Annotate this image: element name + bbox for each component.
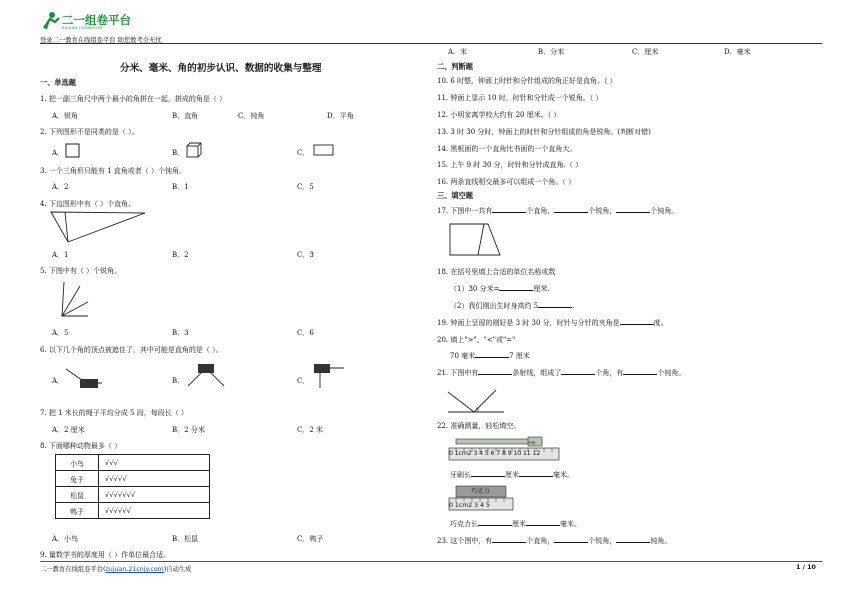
q3-option-c[interactable]: C．5 (297, 183, 314, 191)
q7-option-b[interactable]: B．2 分米 (172, 426, 205, 434)
answer-blank[interactable] (492, 536, 526, 543)
footer-source: 二一教育在线组卷平台(zujuan.21cnjy.com)自动生成 (40, 566, 192, 573)
q2-option-a[interactable]: A． (52, 149, 65, 157)
q2-option-b[interactable]: B． (172, 149, 185, 157)
ruler-tag: 牙刷 (528, 441, 536, 445)
question-13: 13. 3 时 30 分时，钟面上的时针和分针组成的角是锐角。(判断对错) (437, 128, 651, 136)
question-20-compare: 70 毫米 7 厘米 (450, 352, 530, 360)
question-18-2: （2）我们刚出生时身高约 5 . (450, 302, 575, 310)
section-fill-blank: 三、填空题 (437, 191, 473, 200)
answer-blank[interactable] (471, 470, 505, 477)
answer-blank[interactable] (492, 206, 526, 213)
question-22: 22. 准确测量，轻松填空。 (437, 422, 521, 430)
q4-option-c[interactable]: C．3 (297, 251, 314, 259)
question-21: 21. 下图中有 条射线，组成了 个角，有 个钝角。 (437, 369, 686, 377)
answer-blank[interactable] (561, 368, 595, 375)
answer-blank[interactable] (519, 470, 553, 477)
question-3: 3. 一个三角形只能有 1 直角或者（ ）个钝角。 (40, 167, 187, 175)
page-number: 1 / 10 (796, 564, 816, 571)
question-22-2: 巧克力长 厘米 毫米。 (450, 520, 581, 528)
question-9: 9. 量数学书的厚度用（ ）作单位最合适。 (40, 551, 171, 559)
question-10: 10. 6 时整，钟面上时针和分针组成的角正好是直角。（ ） (437, 77, 617, 85)
animal-tally: √√√ (99, 455, 210, 471)
question-12: 12. 小明家离学校大约有 20 厘米。（ ） (437, 111, 561, 119)
question-11: 11. 钟面上显示 10 时，时针和分针成一个锐角。（ ） (437, 94, 603, 102)
logo-icon (40, 10, 62, 32)
q6-option-c[interactable]: C． (297, 377, 310, 385)
animal-tally: √√√√√ (99, 471, 210, 487)
hidden-angle-c (310, 362, 350, 392)
question-4: 4. 下边图形中有（ ）个直角。 (40, 200, 136, 208)
q1-option-a[interactable]: A．锐角 (52, 112, 79, 120)
q9-option-c[interactable]: C．厘米 (632, 48, 659, 56)
rays-angle-figure (446, 384, 506, 414)
table-row (56, 471, 210, 487)
q4-option-a[interactable]: A．1 (52, 251, 69, 259)
ruler-labels: 0 1cm2 3 4 5 6 7 8 9 10 11 12 (449, 450, 541, 457)
header-subtitle: 登录二一教育在线组卷平台 助您教考全无忧 (40, 37, 162, 44)
rays-figure (50, 280, 90, 320)
question-17: 17. 下图中一共有 个直角， 个锐角， 个钝角。 (437, 207, 679, 215)
animal-name: 小鸟 (56, 455, 99, 471)
hidden-angle-b (186, 362, 226, 392)
q3-option-b[interactable]: B．1 (172, 183, 189, 191)
animal-name: 鸭子 (56, 503, 99, 519)
question-2: 2. 下列图形不是同类的是（ ）。 (40, 128, 139, 136)
question-7: 7. 把 1 米长的绳子平均分成 5 段，每段长（ ） (40, 409, 188, 417)
section-true-false: 二、判断题 (437, 62, 473, 71)
q5-option-b[interactable]: B．3 (172, 329, 189, 337)
header-divider (40, 43, 822, 44)
ruler-toothbrush (448, 436, 562, 462)
answer-blank[interactable] (554, 206, 588, 213)
question-23: 23. 这个图中，有 个直角， 个锐角， 钝角。 (437, 537, 672, 545)
answer-blank[interactable] (616, 206, 650, 213)
question-18: 18. 在括号里填上合适的单位名称或数 (437, 268, 556, 276)
answer-blank[interactable] (623, 368, 657, 375)
question-8: 8. 下面哪种动物最多（ ） (40, 442, 122, 450)
ruler-labels: 0 1cm2 3 4 5 (449, 502, 490, 509)
trapezoid-figure (448, 222, 502, 258)
question-1: 1. 把一副三角尺中两个最小的角拼在一起，拼成的角是（ ） (40, 95, 227, 103)
answer-blank[interactable] (554, 536, 588, 543)
q1-option-c[interactable]: C．钝角 (238, 112, 265, 120)
animal-name: 松鼠 (56, 487, 99, 503)
chocolate-label: 巧克力 (471, 488, 490, 495)
q5-option-a[interactable]: A．5 (52, 329, 69, 337)
answer-blank[interactable] (620, 318, 654, 325)
square-shape (65, 143, 81, 159)
animal-tally-table (55, 454, 210, 519)
animal-tally: √√√√√√√ (99, 487, 210, 503)
answer-blank[interactable] (478, 368, 512, 375)
q8-option-b[interactable]: B．松鼠 (172, 535, 199, 543)
table-row (56, 503, 210, 519)
question-22-1: 牙刷长 厘米 毫米。 (450, 471, 574, 479)
animal-tally: √√√√√√ (99, 503, 210, 519)
q9-option-a[interactable]: A．米 (448, 48, 468, 56)
q1-option-d[interactable]: D．平角 (327, 112, 354, 120)
q7-option-a[interactable]: A．2 厘米 (52, 426, 85, 434)
question-6: 6. 以下几个角的顶点被遮住了，其中可能是直角的是（ ）。 (40, 346, 223, 354)
q6-option-a[interactable]: A． (52, 377, 65, 385)
question-20: 20. 填上">"、"<"或"=" (437, 336, 516, 344)
rectangle-shape (313, 144, 335, 158)
question-15: 15. 上午 9 时 30 分，时针和分针成直角.（ ） (437, 161, 583, 169)
question-19: 19. 钟面上呈现的刚好是 3 时 30 分，时针与分针的夹角是 度。 (437, 319, 668, 327)
q1-option-b[interactable]: B．直角 (172, 112, 199, 120)
answer-blank[interactable] (616, 536, 650, 543)
footer-link[interactable]: zujuan.21cnjy.com (105, 566, 164, 573)
answer-blank[interactable] (475, 351, 509, 358)
q5-option-c[interactable]: C．6 (297, 329, 314, 337)
answer-blank[interactable] (499, 284, 533, 291)
question-5: 5. 下图中有（ ）个锐角。 (40, 267, 122, 275)
cube-shape (186, 142, 204, 160)
table-row (56, 487, 210, 503)
hidden-angle-a (64, 367, 104, 391)
q8-option-a[interactable]: A．小鸟 (52, 535, 79, 543)
q8-option-c[interactable]: C．鸭子 (297, 535, 324, 543)
table-row (56, 455, 210, 471)
answer-blank[interactable] (538, 301, 572, 308)
q9-option-b[interactable]: B．分米 (538, 48, 565, 56)
q3-option-a[interactable]: A．2 (52, 183, 69, 191)
q2-option-c[interactable]: C． (297, 149, 310, 157)
q7-option-c[interactable]: C．2 米 (297, 426, 324, 434)
q6-option-b[interactable]: B． (172, 377, 185, 385)
q9-option-d[interactable]: D．毫米 (724, 48, 751, 56)
triangle-figure (50, 210, 150, 244)
question-18-1: （1）30 分米= 厘米. (450, 285, 550, 293)
page-title: 分米、毫米、角的初步认识、数据的收集与整理 (120, 63, 322, 74)
question-14: 14. 黑板面的一个直角比书面的一个直角大。 (437, 145, 577, 153)
animal-name: 兔子 (56, 471, 99, 487)
section-single-choice: 一、单选题 (40, 78, 76, 87)
footer-divider (40, 561, 822, 562)
answer-blank[interactable] (526, 519, 560, 526)
answer-blank[interactable] (478, 519, 512, 526)
logo-url: ZUJUAN.21CNJY.COM (62, 26, 103, 30)
logo-text: 二一组卷平台 (62, 13, 131, 27)
q4-option-b[interactable]: B．2 (172, 251, 189, 259)
question-16: 16. 两条直线相交最多可以组成一个角。（ ） (437, 178, 576, 186)
